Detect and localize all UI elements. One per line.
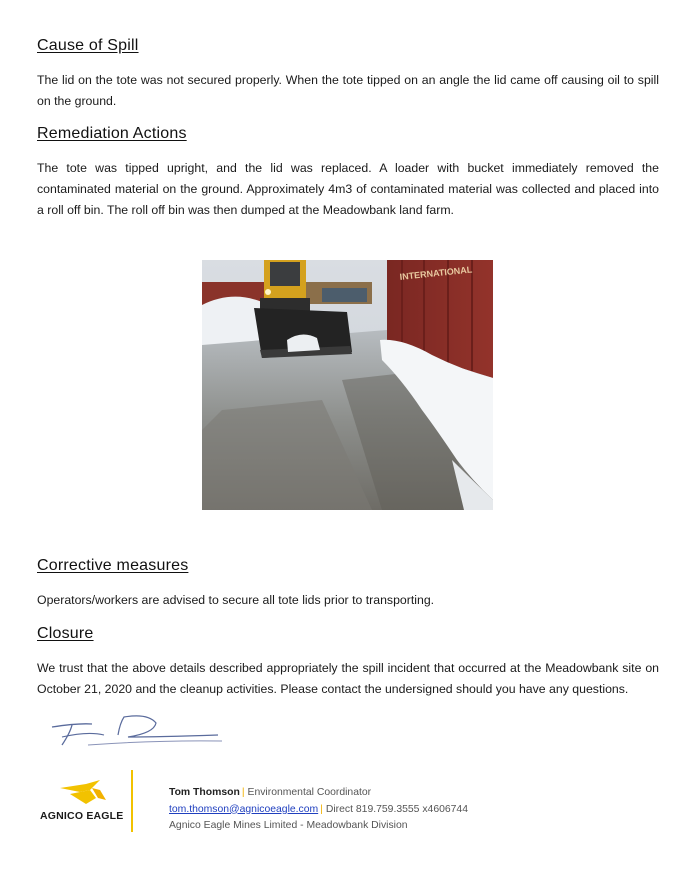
corrective-measures-heading: Corrective measures — [37, 557, 189, 574]
email-link[interactable]: tom.thomson@agnicoeagle.com — [169, 803, 319, 815]
logo-wordmark: AGNICO EAGLE — [40, 810, 124, 822]
signer-name: Tom Thomson — [169, 787, 240, 798]
company-name: Agnico Eagle Mines Limited - Meadowbank Division — [169, 820, 408, 831]
loader-photo — [202, 260, 493, 510]
corrective-measures-text: Operators/workers are advised to secure all tote lids prior to transporting. — [37, 593, 435, 607]
signer-title: Environmental Coordinator — [247, 787, 372, 798]
email-signature — [169, 785, 468, 835]
remediation-actions-text: The tote was tipped upright, and the lid was replaced. A loader with bucket immediately removed the contaminated material on the ground. Approximately 4m3 of contaminated material was collected and placed into a roll off bin. The roll off bin was then dumped at the Meadowbank land farm. — [37, 161, 659, 217]
phone-number: Direct 819.759.3555 x4606744 — [325, 803, 468, 815]
separator: | — [320, 803, 323, 815]
remediation-actions-heading: Remediation Actions — [37, 125, 187, 142]
separator: | — [241, 787, 245, 798]
handwritten-signature — [48, 713, 228, 758]
cause-of-spill-heading: Cause of Spill — [37, 37, 139, 54]
eagle-icon — [56, 778, 116, 808]
container-lettering: INTERNATIONAL — [399, 264, 473, 282]
closure-text: We trust that the above details described appropriately the spill incident that occurred at the Meadowbank site on October 21, 2020 and the cleanup activities. Please contact the undersigned should you have any questions. — [37, 661, 659, 696]
cause-of-spill-text: The lid on the tote was not secured properly. When the tote tipped on an angle the lid came off causing oil to spill on the ground. — [37, 73, 659, 108]
closure-heading: Closure — [37, 625, 94, 642]
signature-divider — [131, 770, 133, 832]
